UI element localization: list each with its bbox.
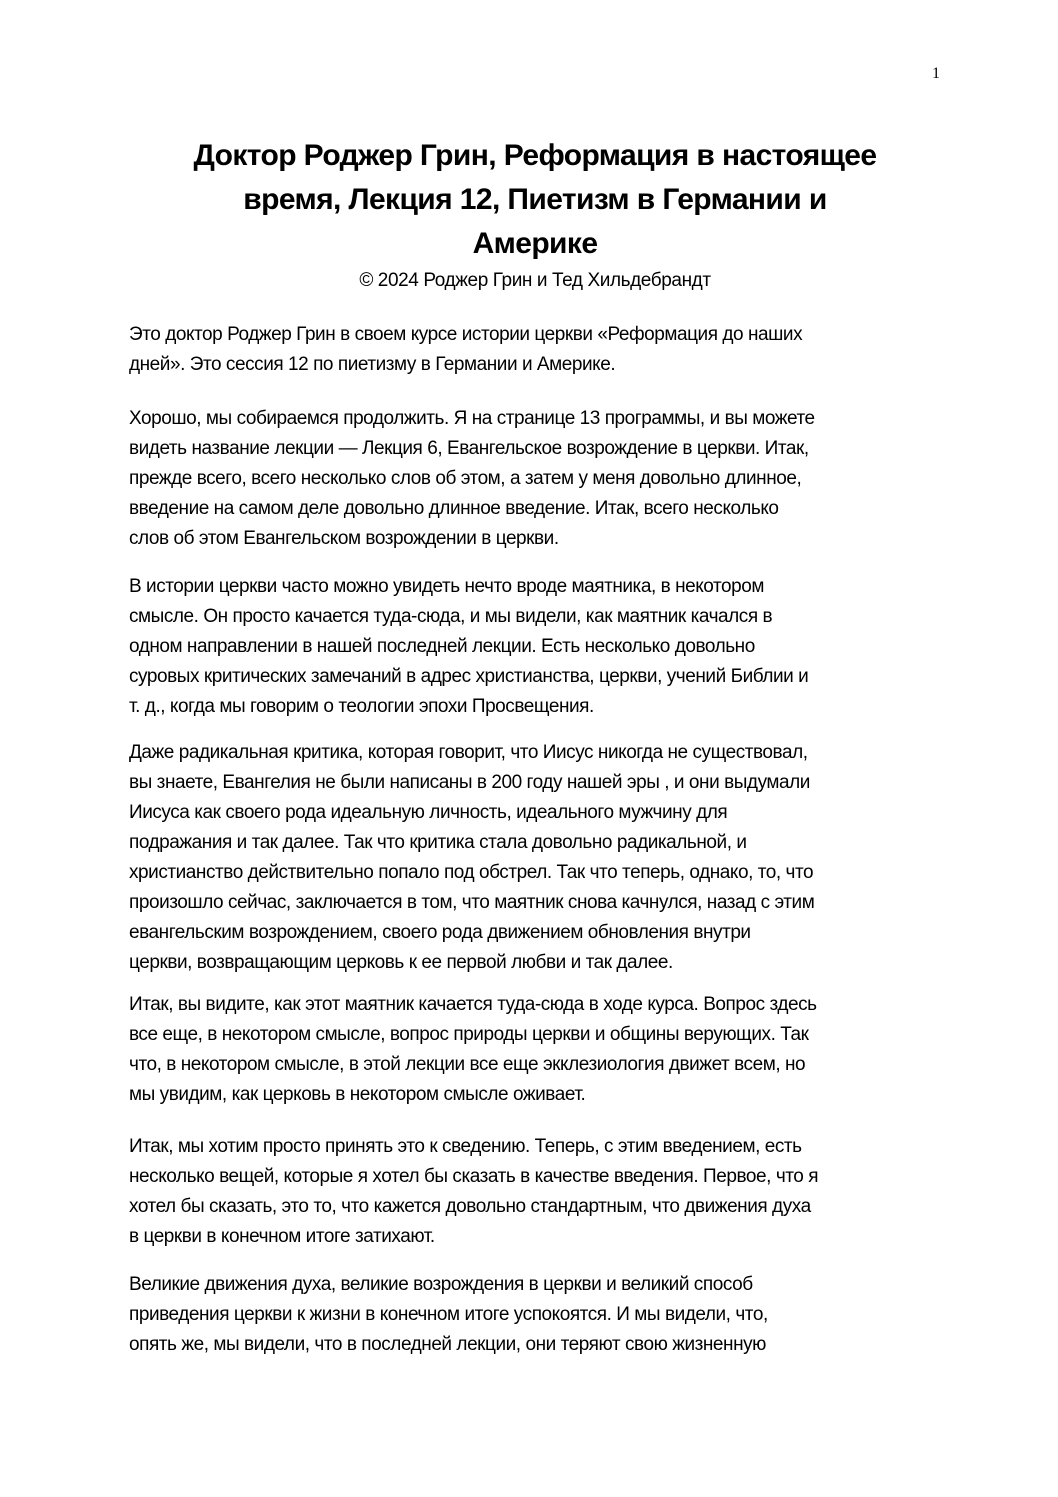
paragraph — [129, 1270, 768, 1360]
paragraph — [129, 320, 802, 380]
text-line: евангельским возрождением, своего рода движением обновления внутри — [129, 922, 751, 943]
text-line: произошло сейчас, заключается в том, что маятник снова качнулся, назад с этим — [129, 892, 815, 913]
text-line: Это доктор Роджер Грин в своем курсе истории церкви «Реформация до наших — [129, 324, 803, 345]
text-line: подражания и так далее. Так что критика стала довольно радикальной, и — [129, 832, 747, 853]
text-line: Великие движения духа, великие возрождения в церкви и великий способ — [129, 1274, 753, 1295]
copyright-notice: © 2024 Роджер Грин и Тед Хильдебрандт — [359, 270, 711, 291]
page-number: 1 — [932, 65, 940, 82]
text-line: несколько вещей, которые я хотел бы сказать в качестве введения. Первое, что я — [129, 1166, 819, 1187]
text-line: все еще, в некотором смысле, вопрос природы церкви и общины верующих. Так — [129, 1024, 809, 1045]
text-line: т. д., когда мы говорим о теологии эпохи Просвещения. — [129, 696, 594, 717]
paragraph — [129, 404, 815, 554]
text-line: видеть название лекции — Лекция 6, Евангельское возрождение в церкви. Итак, — [129, 438, 809, 459]
text-line: Итак, мы хотим просто принять это к сведению. Теперь, с этим введением, есть — [129, 1136, 802, 1157]
text-line: в церкви в конечном итоге затихают. — [129, 1226, 435, 1247]
text-line: Хорошо, мы собираемся продолжить. Я на странице 13 программы, и вы можете — [129, 408, 815, 429]
text-line: Иисуса как своего рода идеальную личность, идеального мужчину для — [129, 802, 728, 823]
text-line: смысле. Он просто качается туда-сюда, и мы видели, как маятник качался в — [129, 606, 773, 627]
title-line: время, Лекция 12, Пиетизм в Германии и — [243, 183, 827, 216]
text-line: слов об этом Евангельском возрождении в церкви. — [129, 528, 559, 549]
text-line: Итак, вы видите, как этот маятник качается туда-сюда в ходе курса. Вопрос здесь — [129, 994, 817, 1015]
paragraph — [129, 1132, 818, 1252]
text-line: В истории церкви часто можно увидеть нечто вроде маятника, в некотором — [129, 576, 765, 597]
paragraph — [129, 738, 814, 978]
text-line: Даже радикальная критика, которая говорит, что Иисус никогда не существовал, — [129, 742, 808, 763]
text-line: суровых критических замечаний в адрес христианства, церкви, учений Библии и — [129, 666, 809, 687]
title-line: Америке — [472, 227, 598, 260]
text-line: хотел бы сказать, это то, что кажется довольно стандартным, что движения духа — [129, 1196, 811, 1217]
paragraph — [129, 990, 817, 1110]
text-line: что, в некотором смысле, в этой лекции все еще экклезиология движет всем, но — [129, 1054, 806, 1075]
text-line: прежде всего, всего несколько слов об этом, а затем у меня довольно длинное, — [129, 468, 802, 489]
text-line: христианство действительно попало под обстрел. Так что теперь, однако, то, что — [129, 862, 814, 883]
text-line: приведения церкви к жизни в конечном итоге успокоятся. И мы видели, что, — [129, 1304, 768, 1325]
text-line: введение на самом деле довольно длинное введение. Итак, всего несколько — [129, 498, 779, 519]
title-line: Доктор Роджер Грин, Реформация в настоящее — [193, 139, 877, 172]
paragraph — [129, 572, 808, 722]
text-line: одном направлении в нашей последней лекции. Есть несколько довольно — [129, 636, 755, 657]
text-line: дней». Это сессия 12 по пиетизму в Германии и Америке. — [129, 354, 616, 375]
document-title — [110, 134, 960, 266]
text-line: мы увидим, как церковь в некотором смысле оживает. — [129, 1084, 586, 1105]
text-line: вы знаете, Евангелия не были написаны в 200 году нашей эры , и они выдумали — [129, 772, 810, 793]
text-line: опять же, мы видели, что в последней лекции, они теряют свою жизненную — [129, 1334, 766, 1355]
text-line: церкви, возвращающим церковь к ее первой любви и так далее. — [129, 952, 673, 973]
